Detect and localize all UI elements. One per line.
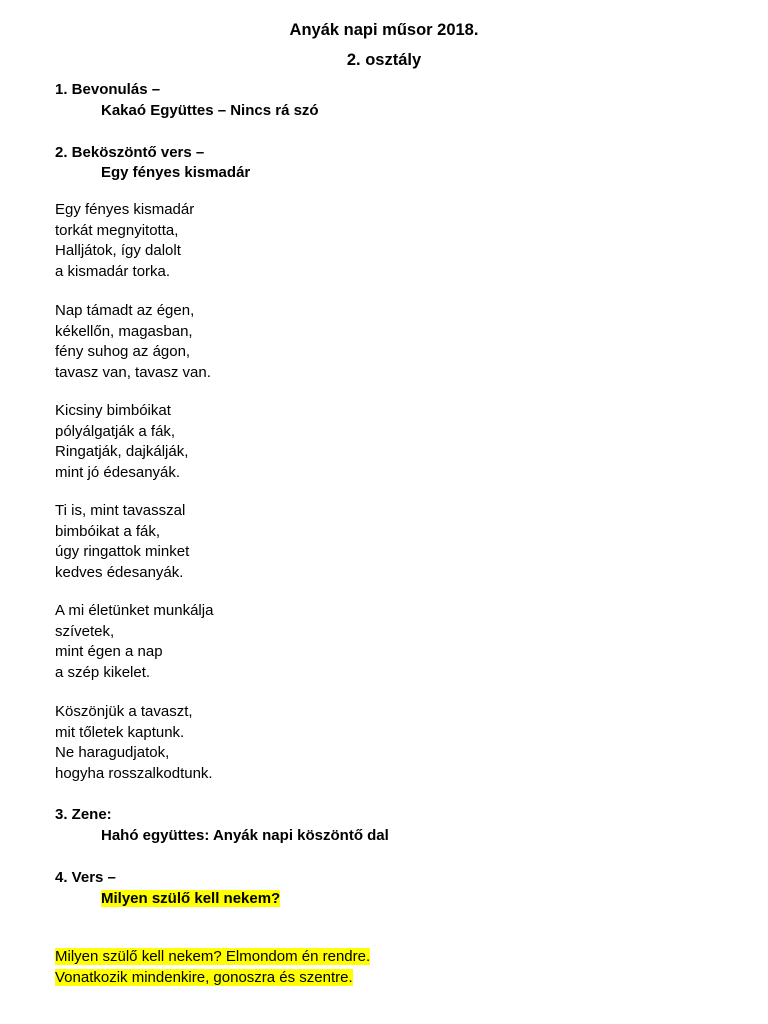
poem-stanza-2 bbox=[55, 301, 211, 383]
poem-line: Ne haragudjatok, bbox=[55, 744, 170, 761]
poem-line: Ringatják, dajkálják, bbox=[55, 443, 189, 460]
document-title: Anyák napi műsor 2018. bbox=[289, 21, 479, 39]
poem-stanza-4 bbox=[55, 501, 189, 583]
poem-line: bimbóikat a fák, bbox=[55, 522, 161, 540]
poem-stanza-1 bbox=[55, 200, 194, 282]
poem-line: Egy fényes kismadár bbox=[55, 201, 195, 218]
poem-line: kékellőn, magasban, bbox=[55, 322, 193, 340]
poem-line: úgy ringattok minket bbox=[55, 543, 190, 560]
section-1-sub: Kakaó Együttes – Nincs rá szó bbox=[101, 102, 319, 119]
poem-stanza-3 bbox=[55, 401, 188, 483]
section-2-sub: Egy fényes kismadár bbox=[101, 164, 251, 181]
poem-line: fény suhog az ágon, bbox=[55, 343, 191, 360]
poem-line bbox=[55, 947, 370, 968]
section-2-heading: 2. Beköszöntő vers – bbox=[55, 144, 205, 161]
poem-line: tavasz van, tavasz van. bbox=[55, 363, 211, 381]
poem-line bbox=[55, 968, 370, 989]
poem-line: Halljátok, így dalolt bbox=[55, 242, 181, 259]
section-4-heading: 4. Vers – bbox=[55, 869, 116, 886]
document-subtitle: 2. osztály bbox=[346, 51, 422, 69]
poem-line: Köszönjük a tavaszt, bbox=[55, 703, 193, 720]
poem-line: szívetek, bbox=[55, 622, 115, 640]
poem-stanza-6 bbox=[55, 702, 213, 784]
poem-line: hogyha rosszalkodtunk. bbox=[55, 764, 213, 782]
poem-line: mit tőletek kaptunk. bbox=[55, 723, 185, 741]
highlighted-text: Vonatkozik mindenkire, gonoszra és szentre. bbox=[55, 968, 353, 986]
poem-line: pólyálgatják a fák, bbox=[55, 422, 176, 440]
section-3-sub: Hahó együttes: Anyák napi köszöntő dal bbox=[101, 827, 389, 844]
poem-line: Kicsiny bimbóikat bbox=[55, 402, 171, 419]
poem-line: torkát megnyitotta, bbox=[55, 221, 179, 239]
poem-stanza-5 bbox=[55, 601, 213, 683]
poem-line: A mi életünket munkálja bbox=[55, 602, 214, 619]
section-4-sub bbox=[101, 889, 280, 909]
poem-line: Ti is, mint tavasszal bbox=[55, 502, 186, 519]
poem-2-stanza bbox=[55, 947, 370, 988]
poem-line: mint égen a nap bbox=[55, 643, 163, 660]
poem-line: Nap támadt az égen, bbox=[55, 302, 195, 319]
highlighted-text: Milyen szülő kell nekem? Elmondom én rendre. bbox=[55, 948, 371, 965]
poem-line: a szép kikelet. bbox=[55, 663, 151, 681]
section-1-heading: 1. Bevonulás – bbox=[55, 81, 161, 98]
highlighted-text: Milyen szülő kell nekem? bbox=[101, 890, 281, 907]
poem-line: mint jó édesanyák. bbox=[55, 463, 181, 481]
poem-line: kedves édesanyák. bbox=[55, 563, 184, 581]
section-3-heading: 3. Zene: bbox=[55, 806, 112, 823]
poem-line: a kismadár torka. bbox=[55, 262, 171, 280]
